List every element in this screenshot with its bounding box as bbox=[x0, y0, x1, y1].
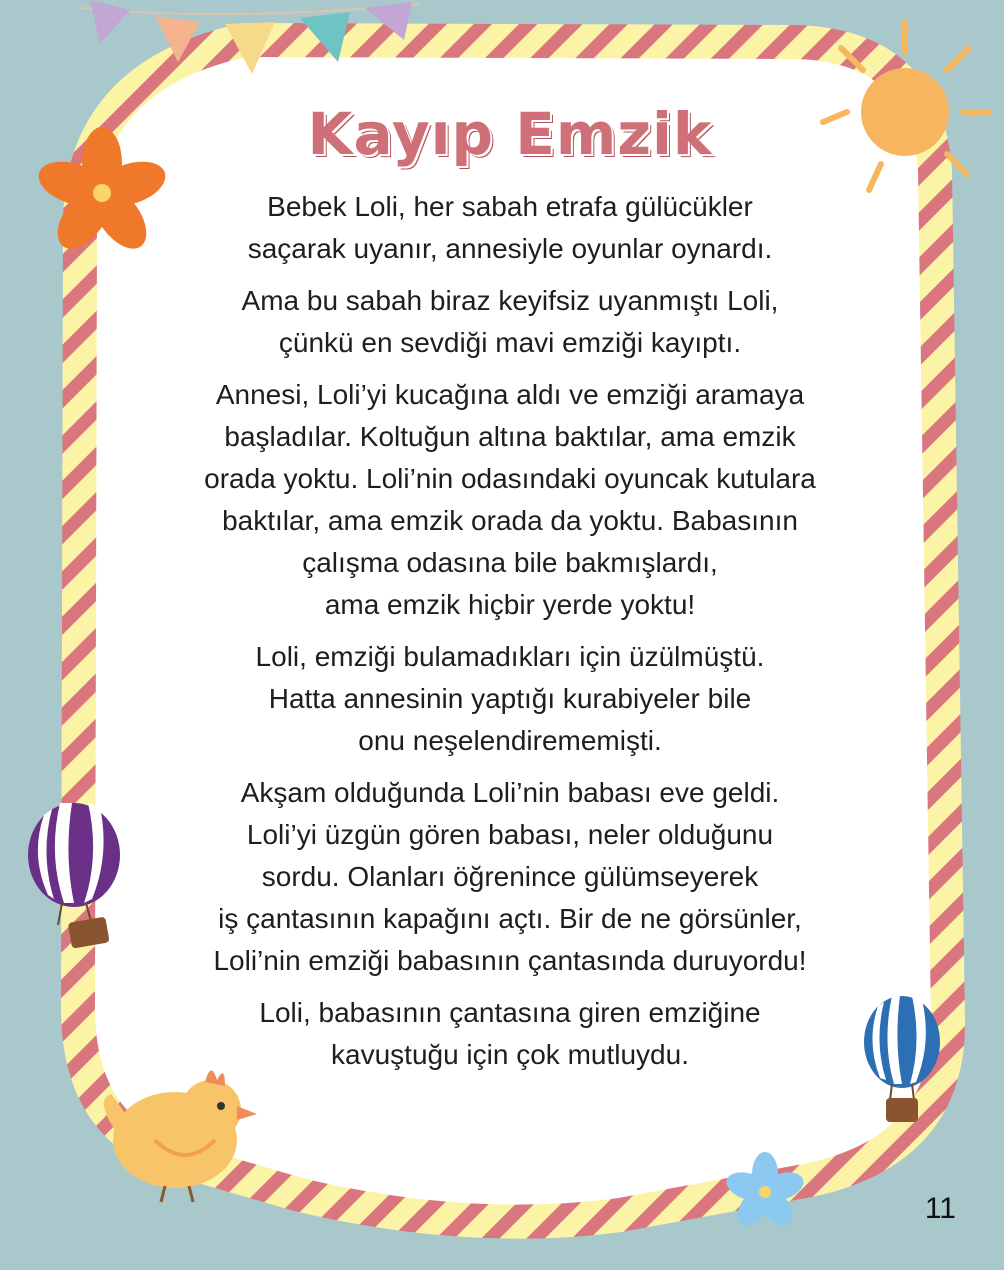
text-line: saçarak uyanır, annesiyle oyunlar oynardı. bbox=[247, 233, 773, 264]
text-line: çünkü en sevdiği mavi emziği kayıptı. bbox=[278, 327, 742, 358]
text-line: Hatta annesinin yaptığı kurabiyeler bile bbox=[268, 683, 752, 714]
text-line: Ama bu sabah biraz keyifsiz uyanmıştı Loli, bbox=[241, 285, 779, 316]
text-line: onu neşelendirememişti. bbox=[358, 725, 662, 756]
text-line: başladılar. Koltuğun altına baktılar, ama emzik bbox=[224, 421, 796, 452]
paragraph-1 bbox=[130, 186, 890, 270]
text-line: orada yoktu. Loli’nin odasındaki oyuncak kutulara bbox=[204, 463, 816, 494]
text-line: Loli’nin emziği babasının çantasında duruyordu! bbox=[213, 945, 807, 976]
text-line: iş çantasının kapağını açtı. Bir de ne görsünler, bbox=[218, 903, 802, 934]
flag-purple bbox=[90, 0, 130, 44]
text-line: sordu. Olanları öğrenince gülümseyerek bbox=[261, 861, 759, 892]
text-line: baktılar, ama emzik orada da yoktu. Babasının bbox=[222, 505, 798, 536]
paragraph-3 bbox=[130, 374, 890, 626]
text-line: ama emzik hiçbir yerde yoktu! bbox=[324, 589, 696, 620]
story-title: Kayıp Emzik bbox=[307, 100, 713, 168]
text-line: çalışma odasına bile bakmışlardı, bbox=[302, 547, 718, 578]
text-line: kavuştuğu için çok mutluydu. bbox=[331, 1039, 689, 1070]
story-content bbox=[130, 80, 890, 1086]
text-line: Annesi, Loli’yi kucağına aldı ve emziği aramaya bbox=[215, 379, 805, 410]
purple-balloon-icon bbox=[28, 803, 120, 949]
text-line: Loli, babasının çantasına giren emziğine bbox=[259, 997, 761, 1028]
text-line: Loli’yi üzgün gören babası, neler olduğunu bbox=[246, 819, 774, 850]
paragraph-5 bbox=[130, 772, 890, 982]
text-line: Loli, emziği bulamadıkları için üzülmüştü. bbox=[255, 641, 765, 672]
text-line: Akşam olduğunda Loli’nin babası eve geldi. bbox=[240, 777, 780, 808]
page-number: 11 bbox=[924, 1192, 956, 1225]
paragraph-6 bbox=[130, 992, 890, 1076]
text-line: Bebek Loli, her sabah etrafa gülücükler bbox=[267, 191, 753, 222]
paragraph-2 bbox=[130, 280, 890, 364]
paragraph-4 bbox=[130, 636, 890, 762]
